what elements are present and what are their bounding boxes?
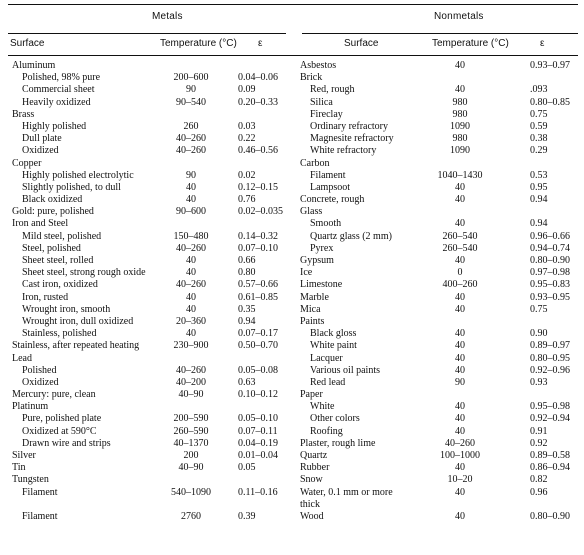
nonmetals-group-title: Nonmetals [434, 11, 484, 22]
surface-cell: Oxidized [22, 145, 59, 157]
emissivity-cell: 0.53 [530, 169, 548, 181]
surface-cell: Lead [12, 352, 32, 364]
table-row [300, 279, 580, 291]
table-row [12, 109, 297, 121]
emissivity-cell: 0.05 [238, 462, 256, 474]
metals-column [12, 60, 297, 523]
surface-cell: Fireclay [310, 108, 343, 120]
temperature-cell: 40–260 [445, 437, 475, 449]
emissivity-cell: 0.09 [238, 84, 256, 96]
surface-cell: Filament [22, 510, 58, 522]
table-row [12, 316, 297, 328]
table-row [12, 97, 297, 109]
temperature-cell: 200–600 [173, 72, 209, 84]
emissivity-cell: 0.66 [238, 255, 256, 266]
table-row [12, 206, 297, 218]
surface-cell: White refractory [310, 145, 377, 157]
surface-cell: Steel, polished [22, 242, 81, 254]
surface-cell: Aluminum [12, 60, 56, 71]
table-row [300, 133, 580, 145]
surface-cell: Glass [300, 206, 323, 218]
emissivity-cell: 0.76 [238, 194, 256, 206]
surface-cell: Filament [22, 486, 58, 498]
temperature-cell: 90–540 [176, 96, 206, 108]
table-row [300, 353, 580, 365]
table-row [12, 194, 297, 206]
temperature-cell: 90 [455, 376, 465, 388]
surface-cell: Brass [12, 108, 35, 120]
emissivity-cell: 0.57–0.66 [238, 279, 278, 291]
surface-cell: White [310, 401, 335, 413]
emissivity-cell: 0.04–0.19 [238, 437, 278, 449]
surface-cell: Polished [22, 364, 57, 376]
emissivity-cell: 0.20–0.33 [238, 96, 278, 108]
temperature-cell: 2760 [181, 510, 201, 522]
nonmetals-column [300, 60, 580, 523]
table-row [300, 462, 580, 474]
temperature-cell: 40 [186, 303, 196, 315]
temperature-cell: 90–600 [176, 206, 206, 218]
table-row [12, 499, 297, 511]
surface-cell: Wrought iron, smooth [22, 303, 111, 315]
header-bottom-rule [8, 55, 578, 56]
table-row [12, 426, 297, 438]
temperature-cell: 40 [455, 60, 465, 71]
surface-cell: Silver [12, 450, 36, 461]
table-row [12, 462, 297, 474]
surface-cell: Quartz [300, 450, 328, 461]
surface-cell: White paint [310, 340, 357, 352]
surface-cell: Carbon [300, 157, 330, 169]
surface-cell: Various oil paints [310, 364, 380, 376]
table-row [300, 231, 580, 243]
table-row [300, 328, 580, 340]
surface-cell: Slightly polished, to dull [22, 181, 121, 193]
temperature-cell: 230–900 [173, 340, 209, 352]
surface-cell: Lacquer [310, 352, 343, 364]
temperature-cell: 90 [186, 169, 196, 181]
surface-cell: Commercial sheet [22, 84, 95, 96]
table-row [300, 206, 580, 218]
emissivity-cell: 0.93–0.97 [530, 60, 570, 71]
table-row [300, 413, 580, 425]
surface-cell: Paper [300, 389, 323, 401]
emissivity-cell: .093 [530, 84, 548, 96]
table-row [300, 109, 580, 121]
emissivity-cell: 0.95 [530, 181, 548, 193]
emissivity-cell: 0.96 [530, 486, 548, 498]
table-row [12, 438, 297, 450]
surface-cell: Stainless, after repeated heating [12, 340, 140, 352]
table-row [300, 426, 580, 438]
surface-cell: Oxidized [22, 376, 59, 388]
nonmetals-temperature-header: Temperature (°C) [432, 38, 509, 49]
table-row [300, 499, 580, 511]
emissivity-cell: 0.03 [238, 120, 256, 132]
emissivity-cell: 0.63 [238, 376, 256, 388]
surface-cell: Iron, rusted [22, 291, 69, 303]
table-row [300, 487, 580, 499]
metals-group-title: Metals [152, 11, 183, 22]
surface-cell: Sheet steel, rolled [22, 255, 94, 266]
emissivity-cell: 0.02 [238, 169, 256, 181]
table-row [300, 218, 580, 230]
emissivity-cell: 0.94 [530, 218, 548, 230]
temperature-cell: 260 [183, 120, 199, 132]
emissivity-cell: 0.04–0.06 [238, 72, 278, 84]
temperature-cell: 150–480 [173, 230, 209, 242]
table-row [300, 389, 580, 401]
temperature-cell: 40–260 [176, 364, 206, 376]
table-row [12, 353, 297, 365]
emissivity-cell: 0.38 [530, 133, 548, 145]
emissivity-cell: 0.10–0.12 [238, 389, 278, 401]
temperature-cell: 980 [452, 133, 468, 145]
emissivity-cell: 0.75 [530, 108, 548, 120]
temperature-cell: 40 [455, 401, 465, 413]
table-row [12, 279, 297, 291]
table-row [300, 401, 580, 413]
table-row [12, 450, 297, 462]
emissivity-cell: 0.07–0.11 [238, 425, 278, 437]
surface-cell: Wrought iron, dull oxidized [22, 315, 134, 327]
emissivity-cell: 0.93–0.95 [530, 291, 570, 303]
surface-cell: Pyrex [310, 242, 334, 254]
table-row [300, 145, 580, 157]
emissivity-cell: 0.97–0.98 [530, 267, 570, 279]
table-row [300, 255, 580, 267]
surface-cell: Dull plate [22, 133, 62, 145]
surface-cell: Roofing [310, 425, 343, 437]
table-row [300, 365, 580, 377]
table-row [300, 316, 580, 328]
surface-cell: Cast iron, oxidized [22, 279, 98, 291]
surface-cell: Filament [310, 169, 346, 181]
surface-cell: Gold: pure, polished [12, 206, 94, 218]
table-row [12, 413, 297, 425]
emissivity-cell: 0.07–0.17 [238, 328, 278, 340]
surface-cell: Platinum [12, 401, 49, 413]
table-row [300, 450, 580, 462]
temperature-cell: 40–260 [176, 133, 206, 145]
emissivity-cell: 0.92 [530, 437, 548, 449]
table-row [300, 170, 580, 182]
surface-cell: Mild steel, polished [22, 230, 102, 242]
metals-temperature-header: Temperature (°C) [160, 38, 237, 49]
table-row [12, 145, 297, 157]
surface-cell: Oxidized at 590°C [22, 425, 97, 437]
surface-cell: Black gloss [310, 328, 357, 340]
surface-cell: Marble [300, 291, 329, 303]
emissivity-cell: 0.94 [530, 194, 548, 206]
emissivity-cell: 0.05–0.10 [238, 413, 278, 425]
surface-cell: Asbestos [300, 60, 337, 71]
table-row [12, 72, 297, 84]
temperature-cell: 40–200 [176, 376, 206, 388]
table-row [300, 97, 580, 109]
emissivity-cell: 0.50–0.70 [238, 340, 278, 352]
emissivity-cell: 0.80–0.90 [530, 255, 570, 266]
emissivity-cell: 0.12–0.15 [238, 181, 278, 193]
surface-cell: Ordinary refractory [310, 120, 389, 132]
table-top-rule [8, 4, 578, 5]
surface-cell: Stainless, polished [22, 328, 97, 340]
table-row [12, 377, 297, 389]
table-row [12, 328, 297, 340]
surface-cell: Highly polished electrolytic [22, 169, 134, 181]
temperature-cell: 260–540 [442, 242, 478, 254]
emissivity-cell: 0.89–0.97 [530, 340, 570, 352]
table-row [300, 474, 580, 486]
surface-cell: Red lead [310, 376, 346, 388]
temperature-cell: 200 [183, 450, 199, 461]
temperature-cell: 10–20 [447, 474, 473, 486]
temperature-cell: 40 [455, 291, 465, 303]
temperature-cell: 400–260 [442, 279, 478, 291]
metals-surface-header: Surface [10, 38, 45, 49]
emissivity-cell: 0.05–0.08 [238, 364, 278, 376]
table-row [12, 292, 297, 304]
surface-cell: Brick [300, 72, 323, 84]
surface-cell: Red, rough [310, 84, 355, 96]
temperature-cell: 20–360 [176, 315, 206, 327]
temperature-cell: 40 [455, 352, 465, 364]
surface-cell: Tungsten [12, 474, 49, 486]
emissivity-cell: 0.11–0.16 [238, 486, 278, 498]
surface-cell: Iron and Steel [12, 218, 69, 230]
surface-cell: Ice [300, 267, 313, 279]
nonmetals-epsilon-header: ε [540, 38, 545, 49]
temperature-cell: 40 [186, 291, 196, 303]
table-row [12, 84, 297, 96]
surface-cell: thick [300, 498, 320, 510]
surface-cell: Gypsum [300, 255, 334, 266]
temperature-cell: 40 [455, 340, 465, 352]
temperature-cell: 40–90 [178, 389, 204, 401]
emissivity-cell: 0.95–0.83 [530, 279, 570, 291]
temperature-cell: 260–590 [173, 425, 209, 437]
table-row [12, 231, 297, 243]
surface-cell: Mica [300, 303, 321, 315]
temperature-cell: 1090 [450, 120, 470, 132]
table-row [12, 365, 297, 377]
emissivity-cell: 0.61–0.85 [238, 291, 278, 303]
temperature-cell: 40 [455, 218, 465, 230]
emissivity-cell: 0.92–0.94 [530, 413, 570, 425]
nonmetals-surface-header: Surface [344, 38, 379, 49]
table-row [12, 218, 297, 230]
emissivity-cell: 0.80 [238, 267, 256, 279]
surface-cell: Magnesite refractory [310, 133, 394, 145]
surface-cell: Smooth [310, 218, 342, 230]
surface-cell: Highly polished [22, 120, 87, 132]
emissivity-cell: 0.80–0.90 [530, 510, 570, 522]
temperature-cell: 40–260 [176, 145, 206, 157]
table-row [12, 60, 297, 72]
table-row [300, 267, 580, 279]
table-row [12, 304, 297, 316]
emissivity-cell: 0.92–0.96 [530, 364, 570, 376]
table-row [300, 158, 580, 170]
metals-epsilon-header: ε [258, 38, 263, 49]
surface-cell: Heavily oxidized [22, 96, 91, 108]
temperature-cell: 40 [455, 328, 465, 340]
emissivity-cell: 0.82 [530, 474, 548, 486]
temperature-cell: 540–1090 [171, 486, 211, 498]
table-row [12, 243, 297, 255]
table-row [300, 121, 580, 133]
table-row [300, 84, 580, 96]
temperature-cell: 40 [455, 303, 465, 315]
temperature-cell: 40–260 [176, 279, 206, 291]
emissivity-cell: 0.80–0.95 [530, 352, 570, 364]
surface-cell: Pure, polished plate [22, 413, 102, 425]
temperature-cell: 40 [455, 194, 465, 206]
table-row [12, 267, 297, 279]
temperature-cell: 40–1370 [173, 437, 209, 449]
table-row [12, 121, 297, 133]
surface-cell: Black oxidized [22, 194, 83, 206]
table-row [300, 340, 580, 352]
temperature-cell: 260–540 [442, 230, 478, 242]
temperature-cell: 40–260 [176, 242, 206, 254]
surface-cell: Concrete, rough [300, 194, 365, 206]
temperature-cell: 40 [455, 255, 465, 266]
surface-cell: Copper [12, 157, 42, 169]
temperature-cell: 980 [452, 108, 468, 120]
table-row [300, 304, 580, 316]
emissivity-cell: 0.96–0.66 [530, 230, 570, 242]
table-row [300, 511, 580, 523]
table-row [12, 340, 297, 352]
table-row [300, 60, 580, 72]
surface-cell: Silica [310, 96, 333, 108]
emissivity-cell: 0.46–0.56 [238, 145, 278, 157]
surface-cell: Lampsoot [310, 181, 350, 193]
metals-group-rule [8, 33, 286, 34]
emissivity-cell: 0.02–0.035 [238, 206, 283, 218]
temperature-cell: 40 [186, 181, 196, 193]
surface-cell: Other colors [310, 413, 360, 425]
surface-cell: Snow [300, 474, 323, 486]
temperature-cell: 40 [455, 486, 465, 498]
surface-cell: Paints [300, 315, 325, 327]
table-row [300, 72, 580, 84]
temperature-cell: 40–90 [178, 462, 204, 474]
surface-cell: Rubber [300, 462, 330, 474]
surface-cell: Quartz glass (2 mm) [310, 230, 392, 242]
emissivity-cell: 0.22 [238, 133, 256, 145]
emissivity-cell: 0.93 [530, 376, 548, 388]
emissivity-cell: 0.91 [530, 425, 548, 437]
table-row [12, 401, 297, 413]
emissivity-cell: 0.94–0.74 [530, 242, 570, 254]
emissivity-cell: 0.39 [238, 510, 256, 522]
emissivity-cell: 0.07–0.10 [238, 242, 278, 254]
table-row [12, 255, 297, 267]
temperature-cell: 0 [457, 267, 463, 279]
table-row [300, 438, 580, 450]
temperature-cell: 40 [455, 413, 465, 425]
emissivity-cell: 0.95–0.98 [530, 401, 570, 413]
table-row [12, 182, 297, 194]
emissivity-cell: 0.89–0.58 [530, 450, 570, 461]
surface-cell: Sheet steel, strong rough oxide [22, 267, 146, 279]
table-row [300, 292, 580, 304]
temperature-cell: 40 [455, 364, 465, 376]
table-row [300, 243, 580, 255]
emissivity-cell: 0.29 [530, 145, 548, 157]
emissivity-cell: 0.90 [530, 328, 548, 340]
temperature-cell: 100–1000 [440, 450, 480, 461]
temperature-cell: 40 [455, 84, 465, 96]
surface-cell: Polished, 98% pure [22, 72, 101, 84]
temperature-cell: 1090 [450, 145, 470, 157]
table-row [300, 377, 580, 389]
temperature-cell: 40 [186, 255, 196, 266]
table-row [12, 487, 297, 499]
emissivity-cell: 0.86–0.94 [530, 462, 570, 474]
table-row [12, 158, 297, 170]
temperature-cell: 40 [455, 462, 465, 474]
surface-cell: Drawn wire and strips [22, 437, 111, 449]
table-row [12, 389, 297, 401]
nonmetals-group-rule [302, 33, 578, 34]
emissivity-cell: 0.94 [238, 315, 256, 327]
surface-cell: Plaster, rough lime [300, 437, 376, 449]
table-row [12, 133, 297, 145]
temperature-cell: 1040–1430 [437, 169, 483, 181]
table-row [12, 474, 297, 486]
temperature-cell: 40 [455, 425, 465, 437]
temperature-cell: 40 [186, 328, 196, 340]
surface-cell: Tin [12, 462, 26, 474]
emissivity-cell: 0.14–0.32 [238, 230, 278, 242]
table-row [12, 511, 297, 523]
surface-cell: Water, 0.1 mm or more [300, 486, 393, 498]
temperature-cell: 90 [186, 84, 196, 96]
temperature-cell: 40 [186, 267, 196, 279]
surface-cell: Wood [300, 510, 324, 522]
table-row [12, 170, 297, 182]
emissivity-cell: 0.75 [530, 303, 548, 315]
temperature-cell: 40 [455, 181, 465, 193]
surface-cell: Limestone [300, 279, 343, 291]
temperature-cell: 200–590 [173, 413, 209, 425]
surface-cell: Mercury: pure, clean [12, 389, 96, 401]
emissivity-cell: 0.59 [530, 120, 548, 132]
emissivity-cell: 0.80–0.85 [530, 96, 570, 108]
temperature-cell: 40 [186, 194, 196, 206]
table-row [300, 194, 580, 206]
table-row [300, 182, 580, 194]
temperature-cell: 980 [452, 96, 468, 108]
emissivity-cell: 0.01–0.04 [238, 450, 278, 461]
emissivity-cell: 0.35 [238, 303, 256, 315]
temperature-cell: 40 [455, 510, 465, 522]
